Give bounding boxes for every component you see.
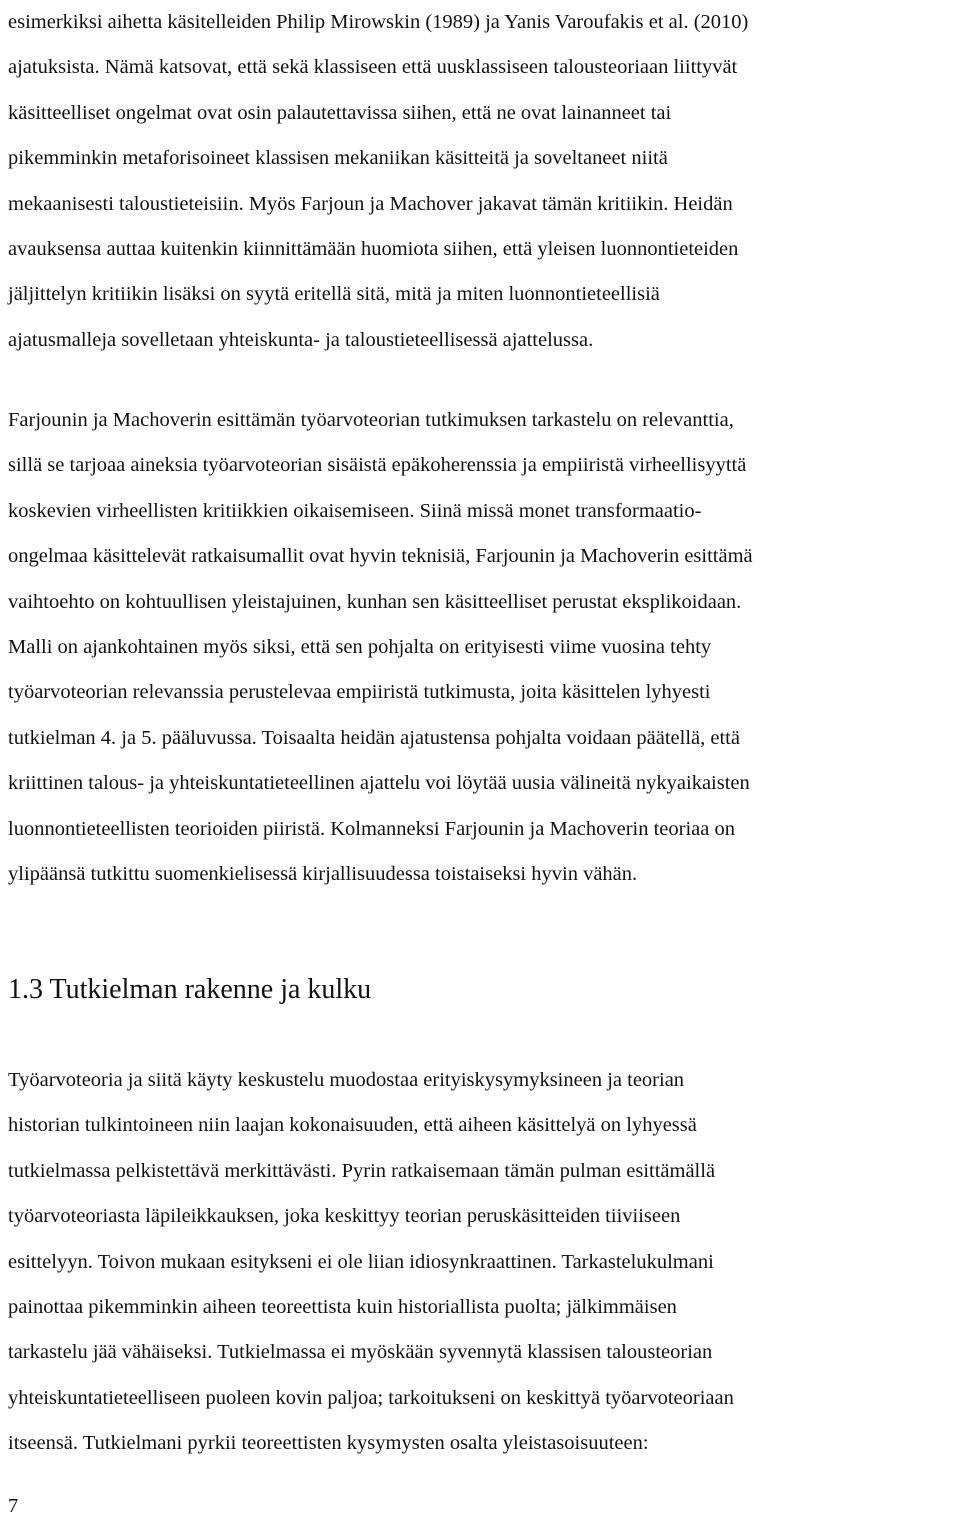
paragraph-line: työarvoteoriasta läpileikkauksen, joka keskittyy teorian peruskäsitteiden tiiviiseen — [8, 1205, 681, 1228]
paragraph-line: jäljittelyn kritiikin lisäksi on syytä eritellä sitä, mitä ja miten luonnontieteellisiä — [8, 283, 660, 306]
paragraph-line: painottaa pikemminkin aiheen teoreettista kuin historiallista puolta; jälkimmäisen — [8, 1295, 677, 1318]
paragraph-line: kriittinen talous- ja yhteiskuntatieteellinen ajattelu voi löytää uusia välineitä nykyaikaisten — [8, 772, 750, 795]
paragraph-line: koskevien virheellisten kritiikkien oikaisemiseen. Siinä missä monet transformaatio- — [8, 499, 702, 522]
paragraph-line: käsitteelliset ongelmat ovat osin palautettavissa siihen, että ne ovat lainanneet tai — [8, 101, 672, 124]
paragraph-line: Farjounin ja Machoverin esittämän työarvoteorian tutkimuksen tarkastelu on relevanttia, — [8, 409, 734, 431]
section-heading: 1.3 Tutkielman rakenne ja kulku — [8, 974, 372, 1005]
paragraph-line: esimerkiksi aihetta käsitelleiden Philip Mirowskin (1989) ja Yanis Varoufakis et al. (2010) — [8, 11, 749, 33]
paragraph-line: luonnontieteellisten teorioiden piiristä. Kolmanneksi Farjounin ja Machoverin teoriaa on — [8, 817, 735, 840]
paragraph-line: historian tulkintoineen niin laajan kokonaisuuden, että aiheen käsittelyä on lyhyessä — [8, 1114, 697, 1137]
paragraph-line: pikemminkin metaforisoineet klassisen mekaniikan käsitteitä ja soveltaneet niitä — [8, 147, 668, 170]
paragraph-line: vaihtoehto on kohtuullisen yleistajuinen, kunhan sen käsitteelliset perustat eksplikoidaan. — [8, 590, 742, 613]
paragraph-line: tutkielmassa pelkistettävä merkittävästi. Pyrin ratkaisemaan tämän pulman esittämällä — [8, 1159, 716, 1182]
paragraph-line: tarkastelu jää vähäiseksi. Tutkielmassa ei myöskään syvennytä klassisen talousteorian — [8, 1341, 713, 1364]
paragraph-1 — [8, 0, 952, 363]
paragraph-line: ajatuksista. Nämä katsovat, että sekä klassiseen että uusklassiseen talousteoriaan liittyvät — [8, 56, 738, 79]
paragraph-line: esittelyyn. Toivon mukaan esitykseni ei ole liian idiosynkraattinen. Tarkastelukulmani — [8, 1250, 714, 1273]
paragraph-line: ylipäänsä tutkittu suomenkielisessä kirjallisuudessa toistaiseksi hyvin vähän. — [8, 862, 638, 885]
paragraph-line: Työarvoteoria ja siitä käyty keskustelu muodostaa erityiskysymyksineen ja teorian — [8, 1069, 685, 1091]
paragraph-line: avauksensa auttaa kuitenkin kiinnittämään huomiota siihen, että yleisen luonnontieteiden — [8, 237, 739, 260]
paragraph-line: ongelmaa käsittelevät ratkaisumallit ovat hyvin teknisiä, Farjounin ja Machoverin esittämä — [8, 545, 753, 568]
paragraph-line: itseensä. Tutkielmani pyrkii teoreettisten kysymysten osalta yleistasoisuuteen: — [8, 1432, 649, 1455]
paragraph-line: sillä se tarjoaa aineksia työarvoteorian sisäistä epäkoherenssia ja empiiristä virheellisyyttä — [8, 454, 747, 477]
paragraph-2 — [8, 398, 952, 897]
paragraph-line: tutkielman 4. ja 5. pääluvussa. Toisaalta heidän ajatustensa pohjalta voidaan päätellä, että — [8, 726, 740, 749]
paragraph-line: yhteiskuntatieteelliseen puoleen kovin paljoa; tarkoitukseni on keskittyä työarvoteoriaan — [8, 1386, 734, 1409]
paragraph-line: työarvoteorian relevanssia perustelevaa empiiristä tutkimusta, joita käsittelen lyhyesti — [8, 681, 711, 704]
paragraph-line: Malli on ajankohtainen myös siksi, että sen pohjalta on erityisesti viime vuosina tehty — [8, 635, 712, 658]
page-number: 7 — [8, 1495, 19, 1517]
paragraph-3 — [8, 1058, 952, 1467]
paragraph-line: mekaanisesti taloustieteisiin. Myös Farjoun ja Machover jakavat tämän kritiikin. Heidän — [8, 192, 733, 215]
paragraph-line: ajatusmalleja sovelletaan yhteiskunta- ja taloustieteellisessä ajattelussa. — [8, 328, 594, 351]
